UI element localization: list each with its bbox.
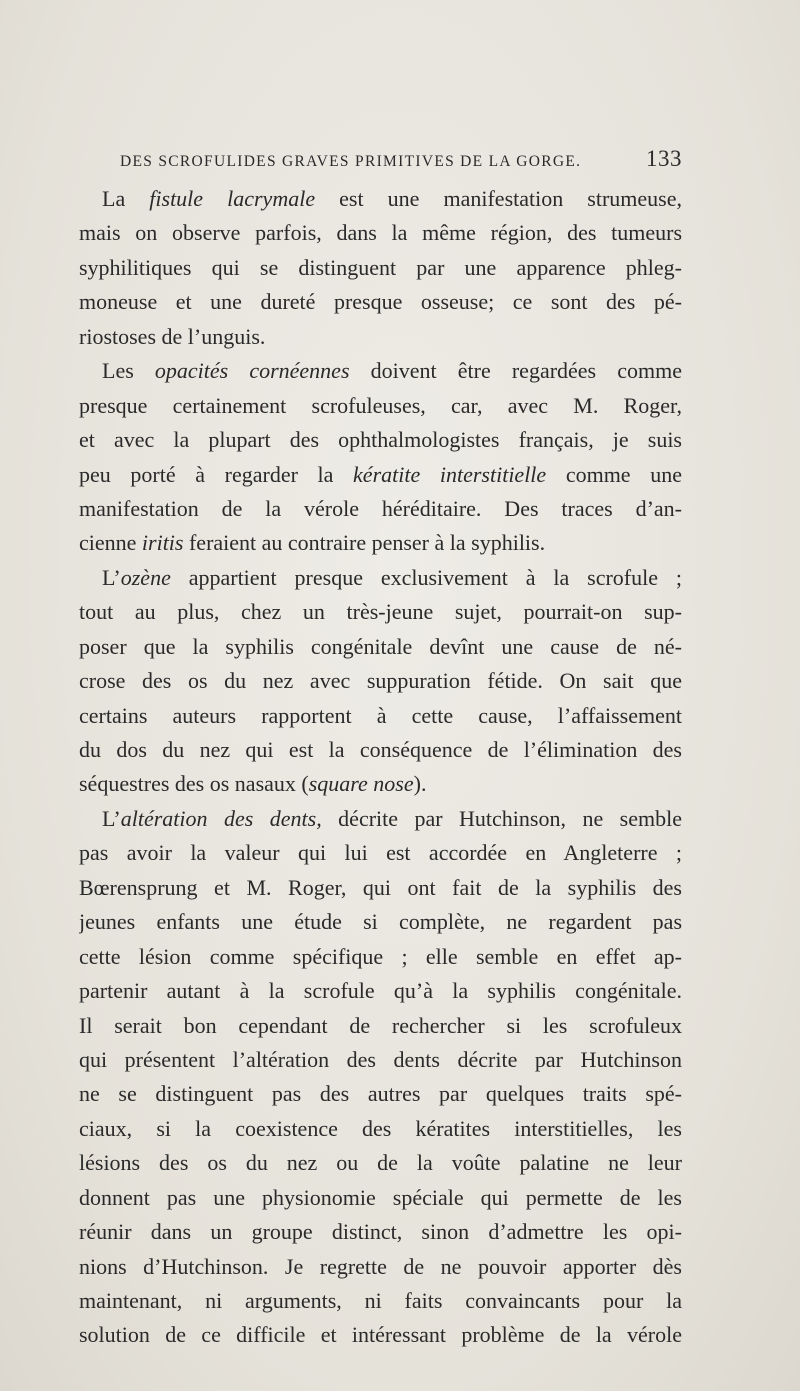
text-segment: maintenant, ni arguments, ni faits convaincants pour la	[79, 1288, 682, 1313]
text-segment: mais on observe parfois, dans la même région, des tumeurs	[79, 220, 682, 246]
text-segment: ciaux, si la coexistence des kératites interstitielles, les	[79, 1115, 682, 1141]
italic-term: square nose	[308, 771, 414, 797]
text-segment: est une manifestation strumeuse,	[315, 186, 682, 211]
text-line	[79, 1181, 682, 1215]
text-line	[79, 836, 682, 870]
text-segment: presque certainement scrofuleuses, car, avec M. Roger,	[79, 392, 682, 418]
text-line	[79, 526, 682, 560]
text-line	[79, 905, 682, 939]
text-line	[79, 871, 682, 905]
text-segment: moneuse et une dureté presque osseuse; ce sont des pé-	[79, 289, 682, 315]
text-segment: nions d’Hutchinson. Je regrette de ne pouvoir apporter dès	[79, 1253, 682, 1279]
text-line	[79, 354, 682, 388]
text-segment: comme une	[546, 461, 682, 487]
text-line	[79, 1077, 682, 1111]
text-segment: séquestres des os nasaux (	[79, 771, 309, 797]
text-line	[79, 802, 682, 836]
text-line	[79, 216, 682, 250]
text-line	[79, 1043, 682, 1077]
italic-term: fistule lacrymale	[149, 186, 316, 211]
italic-term: iritis	[141, 530, 184, 556]
text-line	[79, 423, 682, 457]
text-segment: tout au plus, chez un très-jeune sujet, pourrait-on sup-	[79, 599, 682, 625]
text-segment: Bœrensprung et M. Roger, qui ont fait de la syphilis des	[79, 874, 682, 900]
text-line	[79, 940, 682, 974]
text-line	[79, 389, 682, 423]
text-segment: riostoses de l’unguis.	[79, 323, 266, 349]
text-segment: La	[102, 186, 150, 211]
text-segment: pas avoir la valeur qui lui est accordée en Angleterre ;	[79, 840, 682, 866]
text-segment: L’	[102, 805, 121, 831]
text-line	[79, 974, 682, 1008]
italic-term: ozène	[120, 564, 171, 590]
text-line	[79, 733, 682, 767]
text-segment: ne se distinguent pas des autres par quelques traits spé-	[79, 1081, 682, 1107]
text-line	[79, 561, 682, 595]
text-segment: Il serait bon cependant de rechercher si les scrofuleux	[79, 1012, 682, 1038]
page-number: 133	[646, 146, 682, 171]
text-line	[79, 1250, 682, 1284]
text-segment: L’	[102, 564, 121, 590]
text-line	[79, 1146, 682, 1180]
text-segment: certains auteurs rapportent à cette cause, l’affaissement	[79, 702, 682, 728]
text-segment: du dos du nez qui est la conséquence de l’élimination des	[79, 737, 682, 762]
text-line	[79, 458, 682, 492]
text-segment: donnent pas une physionomie spéciale qui permette de les	[79, 1184, 682, 1210]
text-line	[79, 285, 682, 319]
text-line	[79, 320, 682, 354]
text-line	[79, 1318, 682, 1352]
text-line	[79, 664, 682, 698]
text-segment: cienne	[79, 530, 142, 556]
text-segment: solution de ce difficile et intéressant problème de la vérole	[79, 1322, 682, 1348]
text-segment: crose des os du nez avec suppuration fétide. On sait que	[79, 668, 682, 694]
text-line	[79, 182, 682, 216]
running-head: DES SCROFULIDES GRAVES PRIMITIVES DE LA GORGE.	[120, 153, 582, 170]
text-line	[79, 1215, 682, 1249]
text-line	[79, 767, 682, 801]
text-line	[79, 1112, 682, 1146]
text-segment: appartient presque exclusivement à la scrofule ;	[170, 564, 682, 590]
text-segment: et avec la plupart des ophthalmologistes français, je suis	[79, 427, 682, 453]
text-segment: qui présentent l’altération des dents décrite par Hutchinson	[79, 1046, 682, 1072]
text-line	[79, 1009, 682, 1043]
italic-term: kératite interstitielle	[353, 461, 547, 487]
text-segment: syphilitiques qui se distinguent par une apparence phleg-	[79, 254, 682, 280]
text-segment: doivent être regardées comme	[349, 358, 682, 384]
text-line	[79, 595, 682, 629]
text-segment: feraient au contraire penser à la syphilis.	[183, 530, 546, 556]
text-segment: Les	[102, 358, 155, 384]
text-segment: jeunes enfants une étude si complète, ne regardent pas	[79, 909, 682, 935]
text-segment: peu porté à regarder la	[79, 461, 354, 487]
text-segment: cette lésion comme spécifique ; elle semble en effet ap-	[79, 943, 682, 969]
text-line	[79, 492, 682, 526]
text-line	[79, 699, 682, 733]
text-segment: ).	[413, 771, 427, 797]
italic-term: altération des dents,	[120, 805, 322, 831]
text-segment: partenir autant à la scrofule qu’à la syphilis congénitale.	[79, 978, 682, 1004]
text-segment: réunir dans un groupe distinct, sinon d’admettre les opi-	[79, 1219, 682, 1245]
italic-term: opacités cornéennes	[154, 358, 350, 384]
body-text	[79, 182, 682, 1353]
text-segment: décrite par Hutchinson, ne semble	[321, 805, 682, 831]
text-segment: poser que la syphilis congénitale devînt une cause de né-	[79, 633, 682, 659]
text-segment: manifestation de la vérole héréditaire. Des traces d’an-	[79, 495, 682, 521]
page-header	[120, 146, 682, 172]
text-line	[79, 1284, 682, 1318]
text-line	[79, 630, 682, 664]
text-segment: lésions des os du nez ou de la voûte palatine ne leur	[79, 1150, 682, 1176]
text-line	[79, 251, 682, 285]
